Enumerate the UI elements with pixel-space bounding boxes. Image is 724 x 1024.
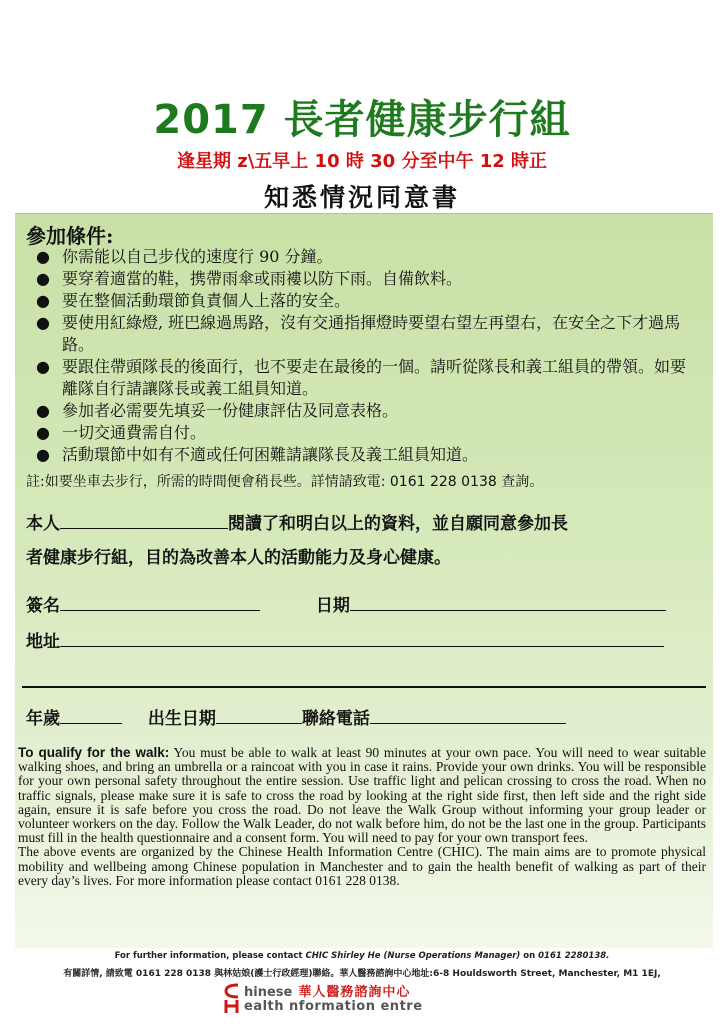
phone-field[interactable] bbox=[370, 705, 566, 724]
address-row bbox=[26, 627, 664, 652]
age-label: 年歲 bbox=[26, 709, 60, 729]
list-item: ● 要使用紅綠燈, 班巴線過馬路，沒有交通指揮燈時要望右望左再望右，在安全之下才過馬路。 bbox=[36, 313, 681, 354]
dob-field[interactable] bbox=[216, 705, 302, 724]
list-item: ● 一切交通費需自付。 bbox=[36, 423, 207, 442]
date-field[interactable] bbox=[350, 592, 666, 611]
declaration-text-2: 者健康步行組，目的為改善本人的活動能力及身心健康。 bbox=[26, 548, 451, 568]
bullet-icon: ● bbox=[36, 445, 50, 464]
list-item: ● 參加者必需要先填妥一份健康評估及同意表格。 bbox=[36, 401, 399, 420]
bullet-icon: ● bbox=[36, 247, 50, 266]
list-item: ● 要跟住帶頭隊長的後面行，也不要走在最後的一個。請听從隊長和義工組員的帶領。如要離隊自行請讓隊長或義工組員知道。 bbox=[36, 357, 687, 398]
address-label: 地址 bbox=[26, 632, 60, 652]
signature-date-row bbox=[26, 591, 666, 616]
list-item: ● 要在整個活動環節負責個人上落的安全。 bbox=[36, 291, 351, 310]
bullet-icon: ● bbox=[36, 313, 50, 332]
logo-line-1: hinese 華人醫務諮詢中心 bbox=[244, 985, 411, 1000]
chic-logo bbox=[222, 980, 522, 1018]
footer-contact-name: CHIC Shirley He (Nurse Operations Manager) bbox=[305, 951, 521, 961]
bullet-icon: ● bbox=[36, 401, 50, 420]
english-body: You must be able to walk at least 90 minutes at your own pace. You will need to wear suitable walking shoes, and bring an umbrella or a raincoat with you in case it rains. Provide your own drinks. You will be responsible for your own personal safety throughout the entire session. Use traffic light and pelican crossing to cross the road. When no traffic signals, please make sure it is safe to cross the road by looking at the right side first, then left side and the right side again, ensure it is safe before you cross the road. Do not leave the Walk Group without informing your group leader or volunteer workers on the day. Follow the Walk Leader, do not walk before him, do not be the last one in the group. Participants must fill in the health questionnaire and a consent form. You will need to pay for your own transport fees. bbox=[18, 745, 707, 846]
conditions-heading: 參加條件: bbox=[26, 224, 114, 248]
transport-note: 註:如要坐車去步行，所需的時間便會稍長些。詳情請致電: 0161 228 0138 查詢。 bbox=[26, 474, 544, 490]
footer-contact-en: For further information, please contact CHIC Shirley He (Nurse Operations Manager) on 0161 2280138. bbox=[114, 951, 610, 961]
name-field[interactable] bbox=[60, 510, 228, 529]
footer-contact-cn: 有關詳情, 請致電 0161 228 0138 與林姑娘(護士行政經理)聯絡。華人醫務諮詢中心地址:6-8 Houldsworth Street, Manchester, M1 1EJ, bbox=[63, 969, 661, 979]
declaration bbox=[26, 507, 716, 575]
bullet-icon: ● bbox=[36, 423, 50, 442]
bullet-icon: ● bbox=[36, 291, 50, 310]
address-field[interactable] bbox=[60, 628, 664, 647]
bullet-icon: ● bbox=[36, 269, 50, 288]
page-title: 2017 長者健康步行組 bbox=[153, 97, 571, 143]
age-field[interactable] bbox=[60, 705, 122, 724]
signature-field[interactable] bbox=[60, 592, 260, 611]
address-line-2[interactable] bbox=[22, 686, 706, 688]
form-title: 知悉情況同意書 bbox=[263, 183, 460, 212]
signature-label: 簽名 bbox=[26, 596, 60, 616]
personal-info-row bbox=[26, 704, 566, 729]
date-label: 日期 bbox=[315, 596, 350, 616]
schedule-text: 逢星期 z\五早上 10 時 30 分至中午 12 時正 bbox=[176, 151, 548, 172]
dob-label: 出生日期 bbox=[147, 709, 216, 729]
conditions-list bbox=[30, 246, 700, 466]
chic-logo-icon bbox=[222, 981, 242, 1015]
declaration-text-1: 閱讀了和明白以上的資料，並自願同意參加長 bbox=[228, 514, 568, 534]
english-lead: To qualify for the walk: bbox=[18, 745, 170, 760]
english-organizer: The above events are organized by the Chinese Health Information Centre (CHIC). The main aims are to promote physical mobility and wellbeing among Chinese population in Manchester and to gain the health benefit of walking as part of their every day’s lives. For more information please contact 0161 228 0138. bbox=[18, 844, 706, 888]
english-description bbox=[18, 746, 706, 888]
list-item: ● 要穿着適當的鞋，携帶雨傘或雨褸以防下雨。自備飲料。 bbox=[36, 269, 463, 288]
logo-line-2: ealth nformation entre bbox=[244, 999, 423, 1014]
declaration-prefix: 本人 bbox=[26, 514, 60, 534]
list-item: ● 活動環節中如有不適或任何困難請讓隊長及義工組員知道。 bbox=[36, 445, 479, 464]
phone-label: 聯絡電話 bbox=[301, 709, 370, 729]
list-item: ● 你需能以自己步伐的速度行 90 分鐘。 bbox=[36, 247, 333, 266]
footer-phone: 0161 2280138. bbox=[538, 951, 610, 961]
bullet-icon: ● bbox=[36, 357, 50, 376]
